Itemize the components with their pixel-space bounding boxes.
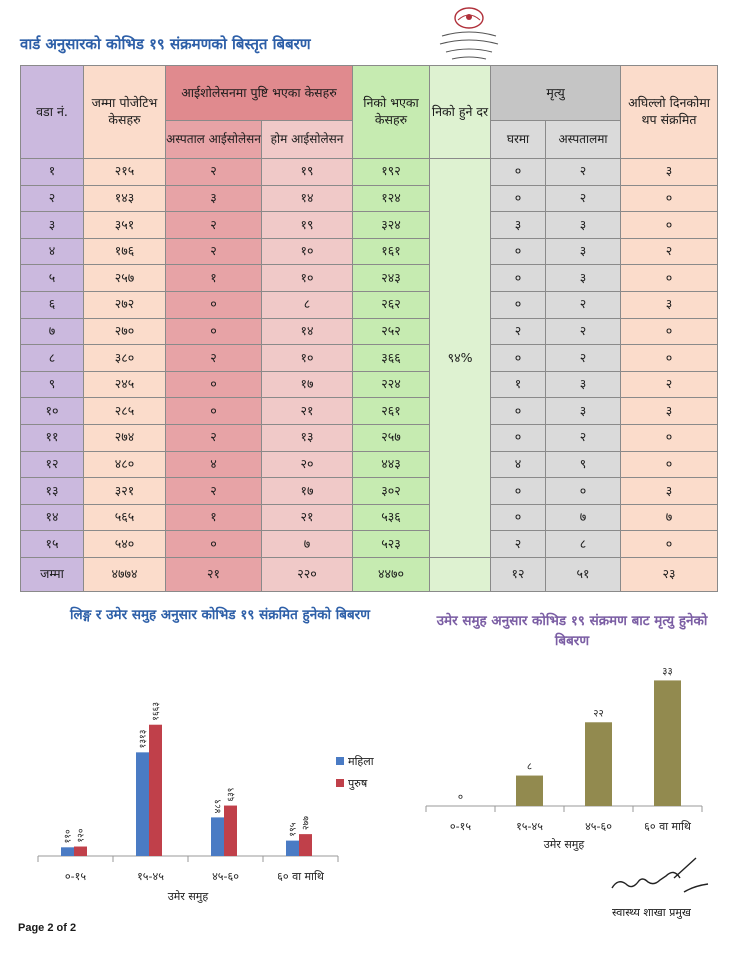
cell-ward: ६ (21, 291, 84, 318)
cell-new-cases: ० (621, 265, 718, 292)
cell-death-home: ० (491, 185, 546, 212)
cell-death-home: २ (491, 318, 546, 345)
cell-total-positive: ४८० (84, 451, 166, 478)
header-previous-day: अघिल्लो दिनकोमा थप संक्रमित (621, 66, 718, 159)
table-row (21, 265, 718, 292)
cell-new-cases: ० (621, 424, 718, 451)
bar-female (211, 817, 224, 856)
cell-home-isolation: १९ (262, 159, 353, 186)
cell-hospital-isolation: ० (166, 398, 262, 425)
cell-ward: १३ (21, 478, 84, 505)
cell-death-hospital: २ (546, 185, 621, 212)
cell-death-hospital: ३ (546, 238, 621, 265)
cell-death-hospital: ९ (546, 451, 621, 478)
cell-death-home: ० (491, 478, 546, 505)
cell-home-isolation: २१ (262, 504, 353, 531)
cell-home-isolation: १४ (262, 185, 353, 212)
table-row (21, 531, 718, 558)
cell-total-positive: ३२१ (84, 478, 166, 505)
cell-new-cases: ० (621, 185, 718, 212)
cell-hospital-isolation: ४ (166, 451, 262, 478)
header-death-home: घरमा (491, 121, 546, 159)
legend-item-male: पुरुष (336, 772, 374, 794)
cell-recovered: ५२३ (353, 531, 430, 558)
cell-new-cases: ० (621, 345, 718, 372)
cell-home-isolation: १४ (262, 318, 353, 345)
table-row (21, 238, 718, 265)
data-label: ११० (63, 829, 74, 844)
total-death-home-sum: १२ (491, 557, 546, 591)
cell-total-positive: २५७ (84, 265, 166, 292)
category-label: ०-१५ (64, 870, 87, 883)
cell-total-positive: ३८० (84, 345, 166, 372)
table-row (21, 159, 718, 186)
total-positive-sum: ४७७४ (84, 557, 166, 591)
cell-death-home: ० (491, 345, 546, 372)
cell-total-positive: २१५ (84, 159, 166, 186)
cell-death-hospital: ३ (546, 371, 621, 398)
header-recovered: निको भएका केसहरु (353, 66, 430, 159)
cell-new-cases: ३ (621, 159, 718, 186)
header-home-isolation: होम आईसोलेसन (262, 121, 353, 159)
table-row (21, 291, 718, 318)
cell-ward: ११ (21, 424, 84, 451)
cell-death-hospital: ३ (546, 212, 621, 239)
cell-ward: ७ (21, 318, 84, 345)
header-recovery-rate: निको हुने दर (430, 66, 491, 159)
data-label: ० (457, 792, 464, 803)
table-row (21, 371, 718, 398)
cell-home-isolation: १९ (262, 212, 353, 239)
data-label: १३१३ (138, 729, 149, 749)
data-label: २७७ (301, 816, 312, 831)
cell-ward: १० (21, 398, 84, 425)
death-age-chart-title: उमेर समुह अनुसार कोभिड १९ संक्रमण बाट मृत्यु हुनेको बिबरण (436, 613, 708, 649)
cell-ward: ४ (21, 238, 84, 265)
cell-home-isolation: ८ (262, 291, 353, 318)
total-new-sum: २३ (621, 557, 718, 591)
table-row (21, 451, 718, 478)
ward-covid-table (20, 65, 718, 592)
cell-ward: १२ (21, 451, 84, 478)
cell-hospital-isolation: २ (166, 478, 262, 505)
cell-death-home: २ (491, 531, 546, 558)
cell-death-hospital: ३ (546, 265, 621, 292)
total-rate-cell (430, 557, 491, 591)
cell-home-isolation: २१ (262, 398, 353, 425)
cell-new-cases: ३ (621, 478, 718, 505)
total-home-sum: २२० (262, 557, 353, 591)
cell-total-positive: २७४ (84, 424, 166, 451)
death-age-bar-chart (420, 650, 720, 865)
cell-ward: ३ (21, 212, 84, 239)
cell-total-positive: ५४० (84, 531, 166, 558)
cell-recovered: २४३ (353, 265, 430, 292)
cell-hospital-isolation: ० (166, 318, 262, 345)
bar-deaths (654, 680, 681, 806)
category-label: ६० वा माथि (277, 870, 324, 883)
bar-female (61, 847, 74, 856)
table-row (21, 345, 718, 372)
cell-hospital-isolation: १ (166, 265, 262, 292)
category-label: ४५-६० (212, 870, 239, 883)
cell-ward: १४ (21, 504, 84, 531)
cell-ward: २ (21, 185, 84, 212)
data-label: ४८९ (213, 799, 224, 814)
cell-recovered: २२४ (353, 371, 430, 398)
cell-recovered: १६१ (353, 238, 430, 265)
cell-hospital-isolation: १ (166, 504, 262, 531)
cell-home-isolation: १३ (262, 424, 353, 451)
cell-new-cases: ७ (621, 504, 718, 531)
recovery-rate-value: ९४% (430, 159, 491, 558)
cell-recovered: २५७ (353, 424, 430, 451)
municipality-seal-icon (436, 6, 502, 64)
cell-new-cases: ० (621, 318, 718, 345)
cell-recovered: २६१ (353, 398, 430, 425)
cell-hospital-isolation: २ (166, 159, 262, 186)
total-recovered-sum: ४४७० (353, 557, 430, 591)
cell-home-isolation: ७ (262, 531, 353, 558)
cell-ward: १ (21, 159, 84, 186)
signature-label: स्वास्थ्य शाखा प्रमुख (612, 906, 691, 919)
cell-death-home: ० (491, 238, 546, 265)
gender-age-chart-title: लिङ्ग र उमेर समुह अनुसार कोभिड १९ संक्रमित हुनेको बिबरण (70, 607, 370, 623)
page-title: वार्ड अनुसारको कोभिड १९ संक्रमणको बिस्तृत बिबरण (20, 35, 311, 53)
cell-home-isolation: १७ (262, 371, 353, 398)
signature-icon (604, 852, 714, 898)
cell-total-positive: २८५ (84, 398, 166, 425)
cell-total-positive: २४५ (84, 371, 166, 398)
header-total-positive: जम्मा पोजेटिभ केसहरु (84, 66, 166, 159)
cell-home-isolation: २० (262, 451, 353, 478)
cell-recovered: ३०२ (353, 478, 430, 505)
cell-total-positive: १७६ (84, 238, 166, 265)
cell-recovered: ४४३ (353, 451, 430, 478)
total-label: जम्मा (21, 557, 84, 591)
data-label: ८ (526, 761, 533, 773)
cell-new-cases: ० (621, 531, 718, 558)
cell-death-hospital: ३ (546, 398, 621, 425)
gender-age-bar-chart (30, 660, 360, 920)
cell-home-isolation: १० (262, 238, 353, 265)
cell-ward: ८ (21, 345, 84, 372)
bar-female (136, 752, 149, 856)
cell-total-positive: ५६५ (84, 504, 166, 531)
total-death-hospital-sum: ५१ (546, 557, 621, 591)
cell-hospital-isolation: ३ (166, 185, 262, 212)
cell-hospital-isolation: ० (166, 531, 262, 558)
cell-death-home: ० (491, 159, 546, 186)
x-axis-label: उमेर समुह (167, 890, 209, 903)
table-row (21, 398, 718, 425)
cell-new-cases: ३ (621, 398, 718, 425)
header-death-hospital: अस्पतालमा (546, 121, 621, 159)
cell-death-hospital: २ (546, 424, 621, 451)
cell-death-hospital: ८ (546, 531, 621, 558)
header-ward: वडा नं. (21, 66, 84, 159)
cell-new-cases: ० (621, 212, 718, 239)
cell-death-hospital: २ (546, 159, 621, 186)
x-axis-label: उमेर समुह (543, 838, 585, 851)
cell-total-positive: २७२ (84, 291, 166, 318)
cell-new-cases: ३ (621, 291, 718, 318)
cell-death-home: ० (491, 424, 546, 451)
cell-recovered: ३२४ (353, 212, 430, 239)
cell-home-isolation: १० (262, 345, 353, 372)
cell-recovered: ३६६ (353, 345, 430, 372)
cell-death-hospital: २ (546, 318, 621, 345)
cell-ward: ९ (21, 371, 84, 398)
category-label: १५-४५ (516, 820, 543, 833)
table-row (21, 212, 718, 239)
cell-new-cases: ० (621, 451, 718, 478)
total-hospital-sum: २१ (166, 557, 262, 591)
cell-hospital-isolation: ० (166, 371, 262, 398)
cell-new-cases: २ (621, 371, 718, 398)
legend-item-female: महिला (336, 750, 374, 772)
data-label: २२ (593, 708, 604, 720)
cell-death-home: ० (491, 398, 546, 425)
cell-home-isolation: १० (262, 265, 353, 292)
cell-death-home: ३ (491, 212, 546, 239)
cell-hospital-isolation: २ (166, 424, 262, 451)
bar-female (286, 841, 299, 856)
table-row (21, 504, 718, 531)
table-row (21, 424, 718, 451)
cell-death-home: ४ (491, 451, 546, 478)
cell-hospital-isolation: ० (166, 291, 262, 318)
table-row (21, 185, 718, 212)
data-label: १२० (76, 828, 87, 843)
cell-ward: ५ (21, 265, 84, 292)
chart-legend (336, 750, 374, 794)
bar-male (149, 725, 162, 856)
cell-hospital-isolation: २ (166, 238, 262, 265)
data-label: १९५ (288, 822, 299, 837)
bar-deaths (585, 722, 612, 806)
header-death-group: मृत्यु (491, 66, 621, 121)
cell-death-home: ० (491, 291, 546, 318)
cell-recovered: २५२ (353, 318, 430, 345)
cell-death-hospital: ० (546, 478, 621, 505)
data-label: ६३९ (226, 787, 237, 802)
category-label: १५-४५ (137, 870, 164, 883)
cell-hospital-isolation: २ (166, 345, 262, 372)
cell-recovered: २६२ (353, 291, 430, 318)
table-row (21, 318, 718, 345)
cell-death-home: ० (491, 504, 546, 531)
cell-death-hospital: २ (546, 345, 621, 372)
cell-death-home: १ (491, 371, 546, 398)
data-label: ३३ (662, 666, 673, 678)
header-isolation-group: आईशोलेसनमा पुष्टि भएका केसहरु (166, 66, 353, 121)
cell-ward: १५ (21, 531, 84, 558)
page-number: Page 2 of 2 (18, 922, 77, 934)
cell-recovered: ५३६ (353, 504, 430, 531)
cell-total-positive: ३५१ (84, 212, 166, 239)
cell-recovered: १९२ (353, 159, 430, 186)
data-label: १६६३ (151, 701, 162, 721)
cell-total-positive: २७० (84, 318, 166, 345)
bar-male (224, 806, 237, 856)
cell-death-hospital: ७ (546, 504, 621, 531)
category-label: ६० वा माथि (644, 820, 691, 833)
bar-deaths (516, 776, 543, 806)
cell-death-hospital: २ (546, 291, 621, 318)
bar-male (74, 847, 87, 856)
table-row (21, 478, 718, 505)
cell-hospital-isolation: २ (166, 212, 262, 239)
cell-death-home: ० (491, 265, 546, 292)
category-label: ०-१५ (449, 820, 472, 833)
bar-male (299, 834, 312, 856)
cell-home-isolation: १७ (262, 478, 353, 505)
category-label: ४५-६० (585, 820, 612, 833)
header-hospital-isolation: अस्पताल आईसोलेसन (166, 121, 262, 159)
cell-new-cases: २ (621, 238, 718, 265)
cell-recovered: १२४ (353, 185, 430, 212)
cell-total-positive: १४३ (84, 185, 166, 212)
